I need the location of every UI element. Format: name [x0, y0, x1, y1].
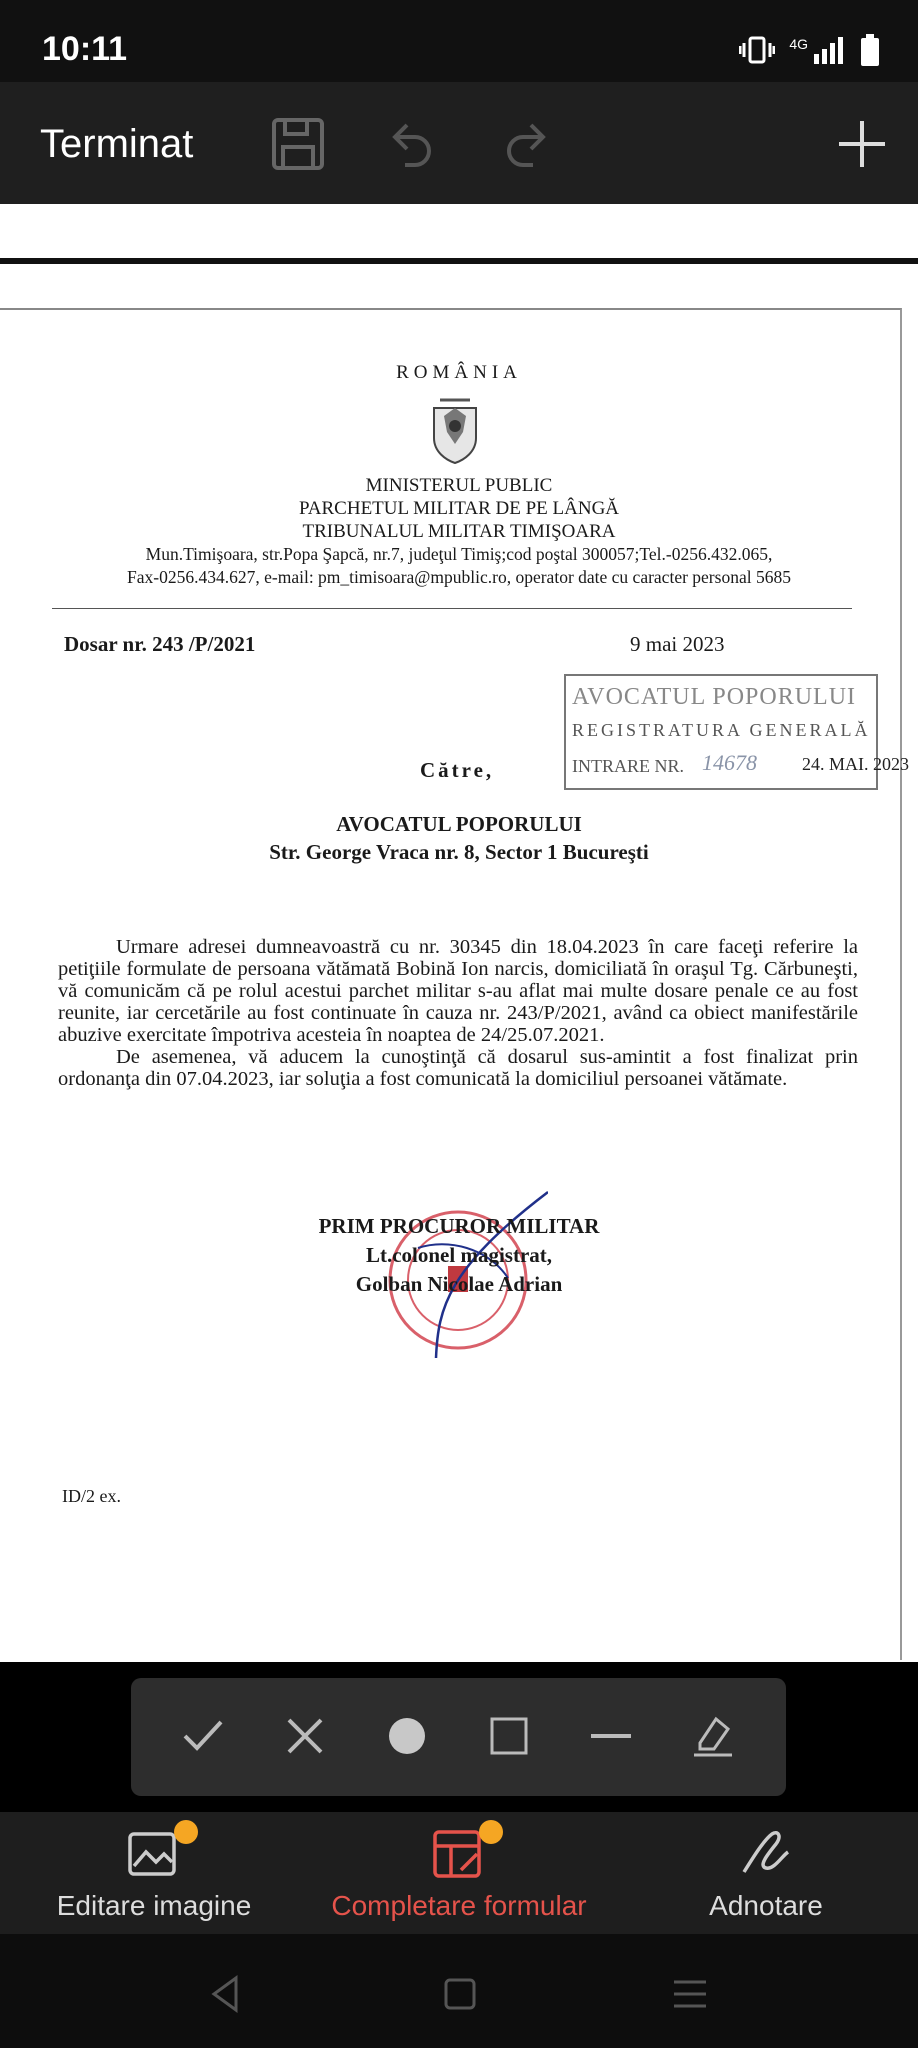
addressee: [0, 810, 918, 866]
nav-form-fill[interactable]: [324, 1826, 594, 1922]
paragraph: Urmare adresei dumneavoastră cu nr. 30345 din 18.04.2023 în care faceţi referire la petiţiile formulate de persoana vătămată Bobină Ion narcis, domiciliată în oraşul Tg. Cărbuneşti, vă comunicăm că pe rolul acestui parchet militar s-au aflat mai multe dosare penale ce au fost reunite, iar cercetările au fost continuate în cauza nr. 243/P/2021, având ca obiect manifestările abuzive exercitate împotriva acesteia în noaptea de 24/25.07.2021.: [58, 936, 858, 1046]
document-date: 9 mai 2023: [630, 632, 725, 656]
circle-icon[interactable]: [379, 1708, 435, 1764]
institution-line: MINISTERUL PUBLIC: [365, 475, 553, 496]
signal-icon: [812, 36, 846, 64]
redo-icon[interactable]: [494, 112, 558, 176]
stamp-number: 14678: [702, 750, 757, 775]
stamp-date: 24. MAI. 2023: [802, 754, 909, 774]
status-bar: [0, 0, 918, 82]
signature-block: [0, 1212, 918, 1299]
annotate-icon: [738, 1826, 794, 1882]
pen-icon[interactable]: [685, 1708, 741, 1764]
registration-stamp: [564, 674, 909, 790]
drawing-tools-bar: [131, 1678, 786, 1796]
case-number: Dosar nr. 243 /P/2021: [64, 632, 256, 656]
addressee-name: AVOCATUL POPORULUI: [336, 812, 582, 836]
vibrate-icon: [739, 35, 775, 65]
image-edit-icon: [126, 1826, 182, 1882]
close-icon[interactable]: [277, 1708, 333, 1764]
scanned-letter: [0, 308, 909, 1660]
to-label: Către,: [420, 758, 495, 782]
copies-reference: ID/2 ex.: [62, 1486, 121, 1506]
stamp-line: AVOCATUL POPORULUI: [572, 684, 857, 710]
system-navigation-bar: [0, 1934, 918, 2048]
premium-badge-icon: [479, 1820, 503, 1844]
institution-header: [0, 474, 918, 589]
institution-line: TRIBUNALUL MILITAR TIMIŞOARA: [302, 521, 616, 542]
nav-label: Editare imagine: [56, 1890, 252, 1921]
stamp-line: REGISTRATURA GENERALĂ: [572, 720, 871, 740]
editor-toolbar: [0, 82, 918, 204]
header-divider: [52, 608, 852, 609]
institution-line: PARCHETUL MILITAR DE PE LÂNGĂ: [298, 498, 620, 519]
premium-badge-icon: [174, 1820, 198, 1844]
battery-icon: [860, 34, 880, 66]
nav-annotate[interactable]: [684, 1826, 848, 1922]
check-icon[interactable]: [175, 1708, 231, 1764]
square-icon[interactable]: [481, 1708, 537, 1764]
institution-address: Mun.Timişoara, str.Popa Şapcă, nr.7, judeţul Timiş;cod poştal 300057;Tel.-0256.432.065,: [145, 544, 773, 564]
line-icon[interactable]: [583, 1708, 639, 1764]
network-type: 4G: [789, 36, 808, 52]
bottom-navigation: [0, 1812, 918, 1934]
add-icon[interactable]: [830, 112, 894, 176]
coat-of-arms-icon: [430, 398, 480, 464]
form-fill-icon: [431, 1826, 487, 1882]
status-time: 10:11: [42, 30, 128, 68]
done-button[interactable]: Terminat: [40, 122, 194, 166]
signature-name: Golban Nicolae Adrian: [355, 1272, 563, 1296]
addressee-address: Str. George Vraca nr. 8, Sector 1 Bucureşti: [269, 840, 649, 864]
status-icons: [739, 34, 880, 66]
nav-label: Completare formular: [331, 1890, 587, 1921]
document-viewer[interactable]: [0, 204, 918, 1662]
letter-body: [58, 936, 858, 1090]
signature-rank: Lt.colonel magistrat,: [365, 1243, 553, 1267]
nav-label: Adnotare: [709, 1890, 823, 1921]
undo-icon[interactable]: [380, 112, 444, 176]
recents-icon[interactable]: [670, 1974, 710, 2014]
back-icon[interactable]: [206, 1974, 246, 2014]
signature-title: PRIM PROCUROR MILITAR: [318, 1214, 600, 1238]
save-icon[interactable]: [266, 112, 330, 176]
home-icon[interactable]: [440, 1974, 480, 2014]
stamp-entry-label: INTRARE NR.: [572, 756, 684, 776]
nav-edit-image[interactable]: [54, 1826, 254, 1922]
country-heading: ROMÂNIA: [396, 362, 522, 383]
paragraph: De asemenea, vă aducem la cunoştinţă că dosarul sus-amintit a fost finalizat prin ordonanţa din 07.04.2023, iar soluţia a fost comunicată la domiciliul persoanei vătămate.: [58, 1046, 858, 1090]
institution-contact: Fax-0256.434.627, e-mail: pm_timisoara@mpublic.ro, operator date cu caracter personal 5685: [127, 567, 791, 587]
page-divider: [0, 258, 918, 264]
